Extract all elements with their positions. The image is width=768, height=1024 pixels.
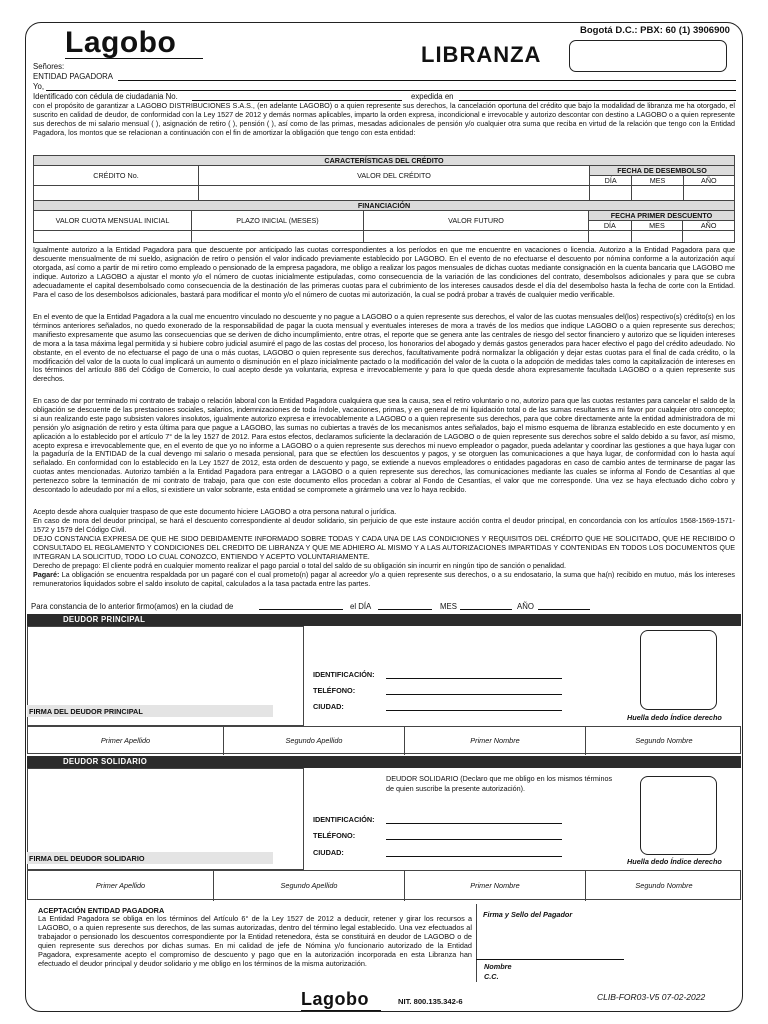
ciudad-field[interactable] [386, 710, 562, 711]
cuota-header: VALOR CUOTA MENSUAL INICIAL [34, 211, 192, 231]
day-header: DÍA [589, 221, 632, 231]
expedida-label: expedida en [411, 92, 454, 101]
discount-year-cell[interactable] [683, 231, 735, 243]
footer-logo: Lagobo [301, 989, 369, 1009]
plazo-cell[interactable] [192, 231, 364, 243]
acceptance-title: ACEPTACIÓN ENTIDAD PAGADORA [38, 906, 165, 915]
nit-label: NIT. 800.135.342-6 [398, 997, 463, 1006]
ciudad-label: CIUDAD: [313, 702, 344, 711]
primer-nombre-cell[interactable]: Primer Nombre [405, 871, 586, 901]
credit-value-header: VALOR DEL CRÉDITO [199, 166, 590, 186]
anio-label: AÑO [517, 602, 534, 611]
mes-label: MES [440, 602, 457, 611]
primer-apellido-cell[interactable]: Primer Apellido [28, 727, 224, 755]
entidad-field[interactable] [118, 80, 736, 81]
constancia-label: Para constancia de lo anterior firmo(amos) en la ciudad de [31, 602, 234, 611]
clause-prepago: Derecho de prepago: El cliente podrá en cualquier momento realizar el pago parcial o total del saldo de su obligación sin incurrir en ningún tipo de sanción o penalidad. [33, 561, 567, 570]
identificacion-field[interactable] [386, 678, 562, 679]
year-header: AÑO [683, 221, 735, 231]
firma-deudor-solidario-label: FIRMA DEL DEUDOR SOLIDARIO [29, 854, 145, 863]
segundo-apellido-cell[interactable]: Segundo Apellido [214, 871, 405, 901]
pbx-phone: Bogotá D.C.: PBX: 60 (1) 3906900 [580, 25, 730, 36]
financing-table [33, 200, 735, 243]
primer-nombre-cell[interactable]: Primer Nombre [405, 727, 586, 755]
huella-label: Huella dedo Índice derecho [627, 857, 722, 866]
ciudad-firma-field[interactable] [259, 609, 343, 610]
plazo-header: PLAZO INICIAL (MESES) [192, 211, 364, 231]
month-header: MES [632, 176, 683, 186]
pagare-text: La obligación se encuentra respaldada por un pagaré con el cual prometo(n) pagar al acreedor y/o a quien represente sus derechos, o a su endosatario, la suma que ha(n) recibido en mutuo, más los intereses remuneratorios liquidados sobre el saldo insoluto de capital, calculados a la tasa pactada entre las partes. [33, 570, 735, 588]
firma-deudor-principal-label: FIRMA DEL DEUDOR PRINCIPAL [29, 707, 143, 716]
clause-vacaciones: Igualmente autorizo a la Entidad Pagadora para que descuente por anticipado las cuotas correspondientes a los períodos en que me encuentre en vacaciones o licencia. Autorizo a la Entidad Pagadora para que descuente mensualmente de mi sueldo, asignación de retiro o pensión el valor indicado previamente establecido por LAGOBO. En el evento de no efectuarse el descuento por nómina conforme a la autorización aquí otorgada, así como a partir de mi retiro como empleado o pensionado de la empresa pagadora, me obligo a realizar los pagos mensuales de dichas cuotas mediante consignación en la cuenta bancaria que LAGOBO me indique. Autorizo a LAGOBO a ajustar el monto y/o el número de cuotas inicialmente estipuladas, como consecuencia de la variación de las condiciones del contrato, desembolsos adicionales y para que se cubra adecuadamente el capital desembolsado como consecuencia de la destinación de las primeras cuotas para el cubrimiento de los intereses causados desde el día del desembolso hasta la fecha de corte con la Entidad. Para el caso de los desembolsos adicionales, bastará para modificar el monto y/o el número de cuotas mi autorización, la cual se podrá probar a través de cualquier medio verificable. [33, 245, 735, 299]
month-header: MES [631, 221, 683, 231]
deudor-solidario-header: DEUDOR SOLIDARIO [27, 756, 741, 768]
lagobo-logo: Lagobo [65, 26, 177, 59]
nombre-label: Nombre [484, 962, 512, 971]
pagare-label: Pagaré: [33, 570, 60, 579]
ciudad-field[interactable] [386, 856, 562, 857]
identificado-label: Identificado con cédula de ciudadania No. [33, 92, 178, 101]
telefono-label: TELÉFONO: [313, 686, 356, 695]
first-discount-header: FECHA PRIMER DESCUENTO [589, 211, 735, 221]
clause-pagare [33, 571, 735, 589]
discount-day-cell[interactable] [589, 231, 632, 243]
deudor-solidario-names [27, 870, 741, 900]
deudor-principal-header: DEUDOR PRINCIPAL [27, 614, 741, 626]
identificacion-field[interactable] [386, 823, 562, 824]
clause-traspaso: Acepto desde ahora cualquier traspaso de que este documento hiciere LAGOBO a otra persona natural o jurídica. [33, 507, 397, 516]
solidario-note: DEUDOR SOLIDARIO (Declaro que me obligo en los mismos términos de quien suscribe la presente autorización). [386, 774, 613, 793]
clause-solidario: En caso de mora del deudor principal, se hará el descuento correspondiente al deudor solidario, sin perjuicio de que este instaure acción contra el deudor principal, en concordancia con los artículos 1568-1569-1571-1572 y 1579 del Código Civil. [33, 516, 735, 534]
cc-label: C.C. [484, 972, 499, 981]
segundo-nombre-cell[interactable]: Segundo Nombre [635, 736, 693, 745]
intro-paragraph: con el propósito de garantizar a LAGOBO DISTRIBUCIONES S.A.S., (en adelante LAGOBO) o a quien represente sus derechos, la cancelación oportuna del crédito que bajo la modalidad de libranza me ha otorgado, el suscrito en calidad de deudor, de conformidad con la Ley 1527 de 2012 y demás normas aplicables, imparto la orden expresa, incondicional e irrevocable y autorizo descontar con destino a LAGOBO o a quien represente sus derechos de mi salario mensual ( ), asignación de retiro ( ), pensión ( ), así como de las primas, mesadas adicionales de pensión y/o cualquier otra suma que reciba en virtud de la relación que tengo con la Entidad Pagadora, los montos que se relacionan a continuación con el fin de amortizar la obligación que tengo con esta entidad: [33, 101, 735, 137]
yo-label: Yo, [33, 82, 44, 91]
telefono-field[interactable] [386, 694, 562, 695]
fingerprint-box[interactable] [640, 630, 717, 710]
mes-field[interactable] [460, 609, 512, 610]
credit-no-header: CRÉDITO No. [34, 166, 199, 186]
year-header: AÑO [683, 176, 734, 186]
form-title: LIBRANZA [421, 42, 542, 67]
dia-label: el DÍA [350, 602, 372, 611]
identificacion-label: IDENTIFICACIÓN: [313, 670, 375, 679]
segundo-apellido-cell[interactable]: Segundo Apellido [224, 727, 405, 755]
footer-logo-underline [301, 1010, 381, 1011]
futuro-cell[interactable] [364, 231, 589, 243]
disbursement-date-header: FECHA DE DESEMBOLSO [590, 166, 735, 176]
anio-field[interactable] [538, 609, 590, 610]
ciudad-label: CIUDAD: [313, 848, 344, 857]
deudor-principal-names [27, 726, 741, 754]
clause-constancia: DEJO CONSTANCIA EXPRESA DE QUE HE SIDO DEBIDAMENTE INFORMADO SOBRE TODAS Y CADA UNA DE LAS CONDICIONES Y REQUISITOS DEL CRÉDITO QUE HE SOLICITADO, QUE HE RECIBIDO O CONSULTADO EL REGLAMENTO Y CONDICIONES DEL CREDITO DE LIBRANZA Y QUE ME ADHIERO AL MISMO Y A LAS AUTORIZACIONES IMPARTIDAS Y CONTENIDAS EN TODOS LOS DOCUMENTOS QUE INTEGRAN LA SOLICITUD, TODO LO CUAL CONOZCO, ENTIENDO Y ACEPTO VOLUNTARIAMENTE. [33, 534, 735, 561]
senores-label: Señores: [33, 62, 65, 71]
telefono-field[interactable] [386, 839, 562, 840]
day-header: DÍA [590, 176, 632, 186]
huella-label: Huella dedo Índice derecho [627, 713, 722, 722]
identificacion-label: IDENTIFICACIÓN: [313, 815, 375, 824]
entidad-label: ENTIDAD PAGADORA [33, 72, 114, 81]
clause-terminacion: En caso de dar por terminado mi contrato de trabajo o relación laboral con la Entidad Pagadora cualquiera que sea la causa, sea el retiro voluntario o no, autorizo para que las cuotas restantes para cancelar el saldo de la obligación se descuente de las prestaciones sociales, salarios, indemnizaciones de toda índole, vacaciones, primas, y en general de mi liquidación total o de las sumas resultantes a mi favor por cualquier otro concepto; si aun realizando este pago subsisten valores insolutos, igualmente autorizo expresa e irrevocablemente a LAGOBO o a quien represente sus derechos, para que cobre directamente ante la entidad administradora de mi pensión y/o asignación de retiro y esta última para que pague a LAGOBO, las sumas no cubiertas a través de los mecanismos antes señalados, bajo el mismo esquema de libranza establecido en este documento y en aplicación a lo establecido por el artículo 7° de la ley 1527 de 2012. Para estos efectos, declaramos suficiente la declaración de LAGOBO o de quien represente sus derechos sobre el saldo debido a su favor, así mismo, acepto expresa e irrevocablemente que, en el evento de que yo no informe a LAGOBO o a quien represente sus derechos mi nuevo empleador o pagador, pueda adelantar y coordinar las gestiones a que haya lugar con la pagaduría de la ENTIDAD de la cual devengo mi salario o mesada pensional, para que se efectúen los descuentos y pagos, y se otorguen las comunicaciones a que haya lugar, de conformidad con lo hasta aquí señalado. En conformidad con lo establecido en la Ley 1527 de 2012, esta orden de descuento y pago, se extiende a nuevos empleadores o entidades pagadoras en caso de cambio antes de terminarse de pagar las cuotas antes mencionadas. Autorizo también a la Entidad Pagadora para entregar a LAGOBO o a quien represente sus derechos, las comunicaciones mediante las cuales se informa al Fondo de Cesantías al que pertenezco sobre la terminación de mi contrato de trabajo, para que con este documento ellos procedan a cobrar al Fondo de Cesantías, el valor que me corresponde. Una vez se haya efectuado dicho cobro y descontado lo adeudado por mí a ellos, si existiere un valor sobrante, esta entidad se compromete a girármelo una vez lo haya recibido. [33, 396, 735, 495]
nombre-field[interactable] [46, 90, 736, 91]
futuro-header: VALOR FUTURO [364, 211, 589, 231]
fingerprint-box[interactable] [640, 776, 717, 855]
cuota-cell[interactable] [34, 231, 192, 243]
primer-apellido-cell[interactable]: Primer Apellido [28, 871, 214, 901]
acceptance-body: La Entidad Pagadora se obliga en los términos del Artículo 6° de la Ley 1527 de 2012 a deducir, retener y girar los recursos a LAGOBO, o a quien represente sus derechos, de las sumas autorizadas, dentro del término legal establecido. Una vez efectuados al trabajador o pensionado los descuentos correspondiente por la Entidad retenedora, ésta se constituirá en deudor de LAGOBO o de quien represente sus derechos por dichas sumas. En mi calidad de jefe de Nómina y/o funcionario autorizado de la Entidad Pagadora, expresamente acepto el compromiso de descuento y pago que en la autorización incorporada en esta Libranza han efectuado el deudor principal y deudor solidario y me obligo en los términos de la misma autorización. [38, 914, 472, 968]
pagador-signature-line [476, 959, 624, 960]
financing-title: FINANCIACIÓN [34, 201, 735, 211]
segundo-nombre-cell[interactable]: Segundo Nombre [635, 881, 693, 890]
form-code: CLIB-FOR03-V5 07-02-2022 [597, 992, 706, 1002]
clause-mora: En el evento de que la Entidad Pagadora a la cual me encuentro vinculado no descuente y no pague a LAGOBO o a quien represente sus derechos, el valor de las cuotas mensuales del(los) respectivo(s) crédito(s) en los términos anteriores señalados, no quedo exonerado de la responsabilidad de pagar la cuota mensual y eventuales intereses de mora a través de los medios que indique LAGOBO o a quien represente sus derechos; manifiesto expresamente que asumo las consecuencias que se deriven de dicho incumplimiento, entre otras, el reporte que se genera ante las centrales de riesgo del sector financiero y autorizo que se liquiden intereses de mora a la tasa máxima legal permitida y si hubiere cobro judicial asumiré el pago de las costas del proceso, los honorarios del abogado y demás gastos generados para hacer efectivo el pago del crédito adeudado. No obstante, en el evento de no efectuarse el pago de una o más cuotas, LAGOBO o quien represente sus derechos, facultativamente podrá normalizar la obligación y dejar estas cuotas para el final de cada crédito, o la modificación del valor de la cuota lo cual implicará un aumento o disminución en el plazo inicialmente pactado o la modificación del valor de la cuota o la adopción de medidas tales como la capitalización de intereses en los términos del artículo 886 del Código de Comercio, lo cual acepto desde ya voluntaria, expresa e irrevocablemente y para lo que queda desde ahora expresamente facultada LAGOBO o a quien represente sus derechos. [33, 312, 735, 384]
logo-underline [65, 58, 203, 59]
libranza-number-box[interactable] [569, 40, 727, 72]
telefono-label: TELÉFONO: [313, 831, 356, 840]
discount-month-cell[interactable] [631, 231, 683, 243]
credit-title: CARACTERÍSTICAS DEL CRÉDITO [34, 156, 735, 166]
firma-sello-label: Firma y Sello del Pagador [483, 910, 573, 919]
dia-field[interactable] [378, 609, 432, 610]
